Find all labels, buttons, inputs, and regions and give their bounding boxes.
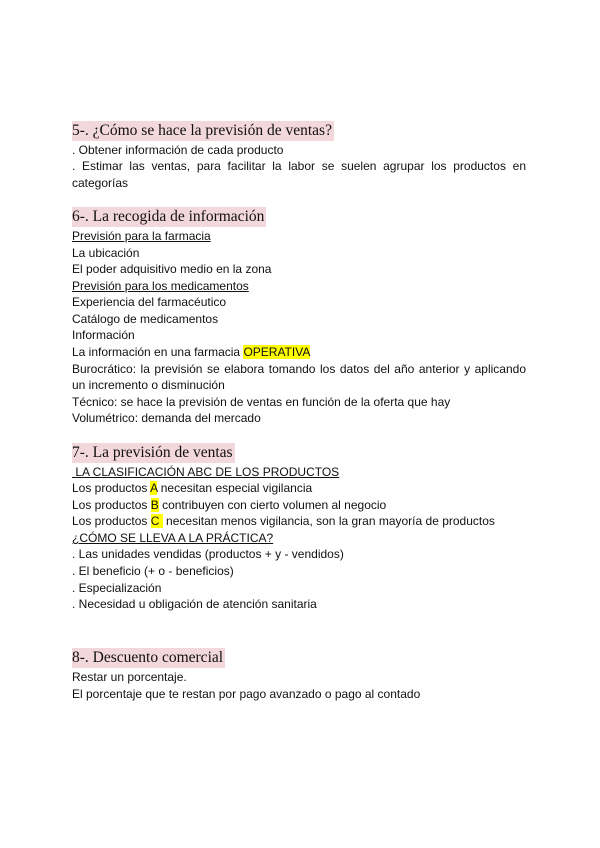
abc-text: necesitan menos vigilancia, son la gran mayoría de productos: [162, 514, 495, 528]
section-6-line: La ubicación: [72, 246, 140, 260]
section-6-operativa-line: [72, 344, 310, 361]
section-8-heading: 8-. Descuento comercial: [72, 649, 224, 666]
section-5-line-2: . Estimar las ventas, para facilitar la labor se suelen agrupar los productos en: [72, 159, 526, 173]
section-5-line-3: categorías: [72, 176, 129, 190]
section-6-line: un incremento o disminución: [72, 378, 225, 392]
section-6-line: Técnico: se hace la previsión de ventas en función de la oferta que hay: [72, 395, 451, 409]
abc-line-a: [72, 480, 312, 497]
section-7-line: . Necesidad u obligación de atención sanitaria: [72, 597, 317, 611]
section-6-subheading-farmacia: Previsión para la farmacia: [72, 229, 211, 243]
section-6-line: Información: [72, 328, 135, 342]
section-6-line: Volumétrico: demanda del mercado: [72, 411, 261, 425]
section-8-line: El porcentaje que te restan por pago avanzado o pago al contado: [72, 687, 421, 701]
section-7-line: . Las unidades vendidas (productos + y - vendidos): [72, 547, 344, 561]
section-7-heading: 7-. La previsión de ventas: [72, 444, 233, 461]
abc-line-b: [72, 497, 386, 514]
section-6-subheading-medicamentos: Previsión para los medicamentos: [72, 279, 249, 293]
abc-prefix: Los productos: [72, 498, 151, 512]
abc-prefix: Los productos: [72, 481, 151, 495]
abc-letter-b: B: [150, 498, 159, 512]
abc-text: necesitan especial vigilancia: [157, 481, 313, 495]
section-5-heading: 5-. ¿Cómo se hace la previsión de ventas?: [72, 122, 332, 139]
operativa-prefix: La información en una farmacia: [72, 345, 244, 359]
section-7-line: . El beneficio (+ o - beneficios): [72, 564, 234, 578]
abc-line-c: [72, 513, 495, 530]
abc-prefix: Los productos: [72, 514, 151, 528]
section-6-line: El poder adquisitivo medio en la zona: [72, 262, 272, 276]
abc-letter-c: C: [150, 514, 163, 528]
section-8-line: Restar un porcentaje.: [72, 670, 187, 684]
section-5-line-1: . Obtener información de cada producto: [72, 143, 284, 157]
section-6-line: Experiencia del farmacéutico: [72, 295, 227, 309]
operativa-highlight: OPERATIVA: [243, 345, 311, 359]
section-6-line: Catálogo de medicamentos: [72, 312, 219, 326]
section-6-heading: 6-. La recogida de información: [72, 208, 265, 225]
abc-text: contribuyen con cierto volumen al negocio: [158, 498, 387, 512]
section-7-line: . Especialización: [72, 581, 162, 595]
section-6-line: Burocrático: la previsión se elabora tomando los datos del año anterior y aplicando: [72, 362, 526, 376]
section-7-subheading-practica: ¿CÓMO SE LLEVA A LA PRÁCTICA?: [72, 531, 274, 545]
section-7-subheading-abc: LA CLASIFICACIÓN ABC DE LOS PRODUCTOS: [72, 465, 340, 479]
abc-letter-a: A: [150, 481, 158, 495]
